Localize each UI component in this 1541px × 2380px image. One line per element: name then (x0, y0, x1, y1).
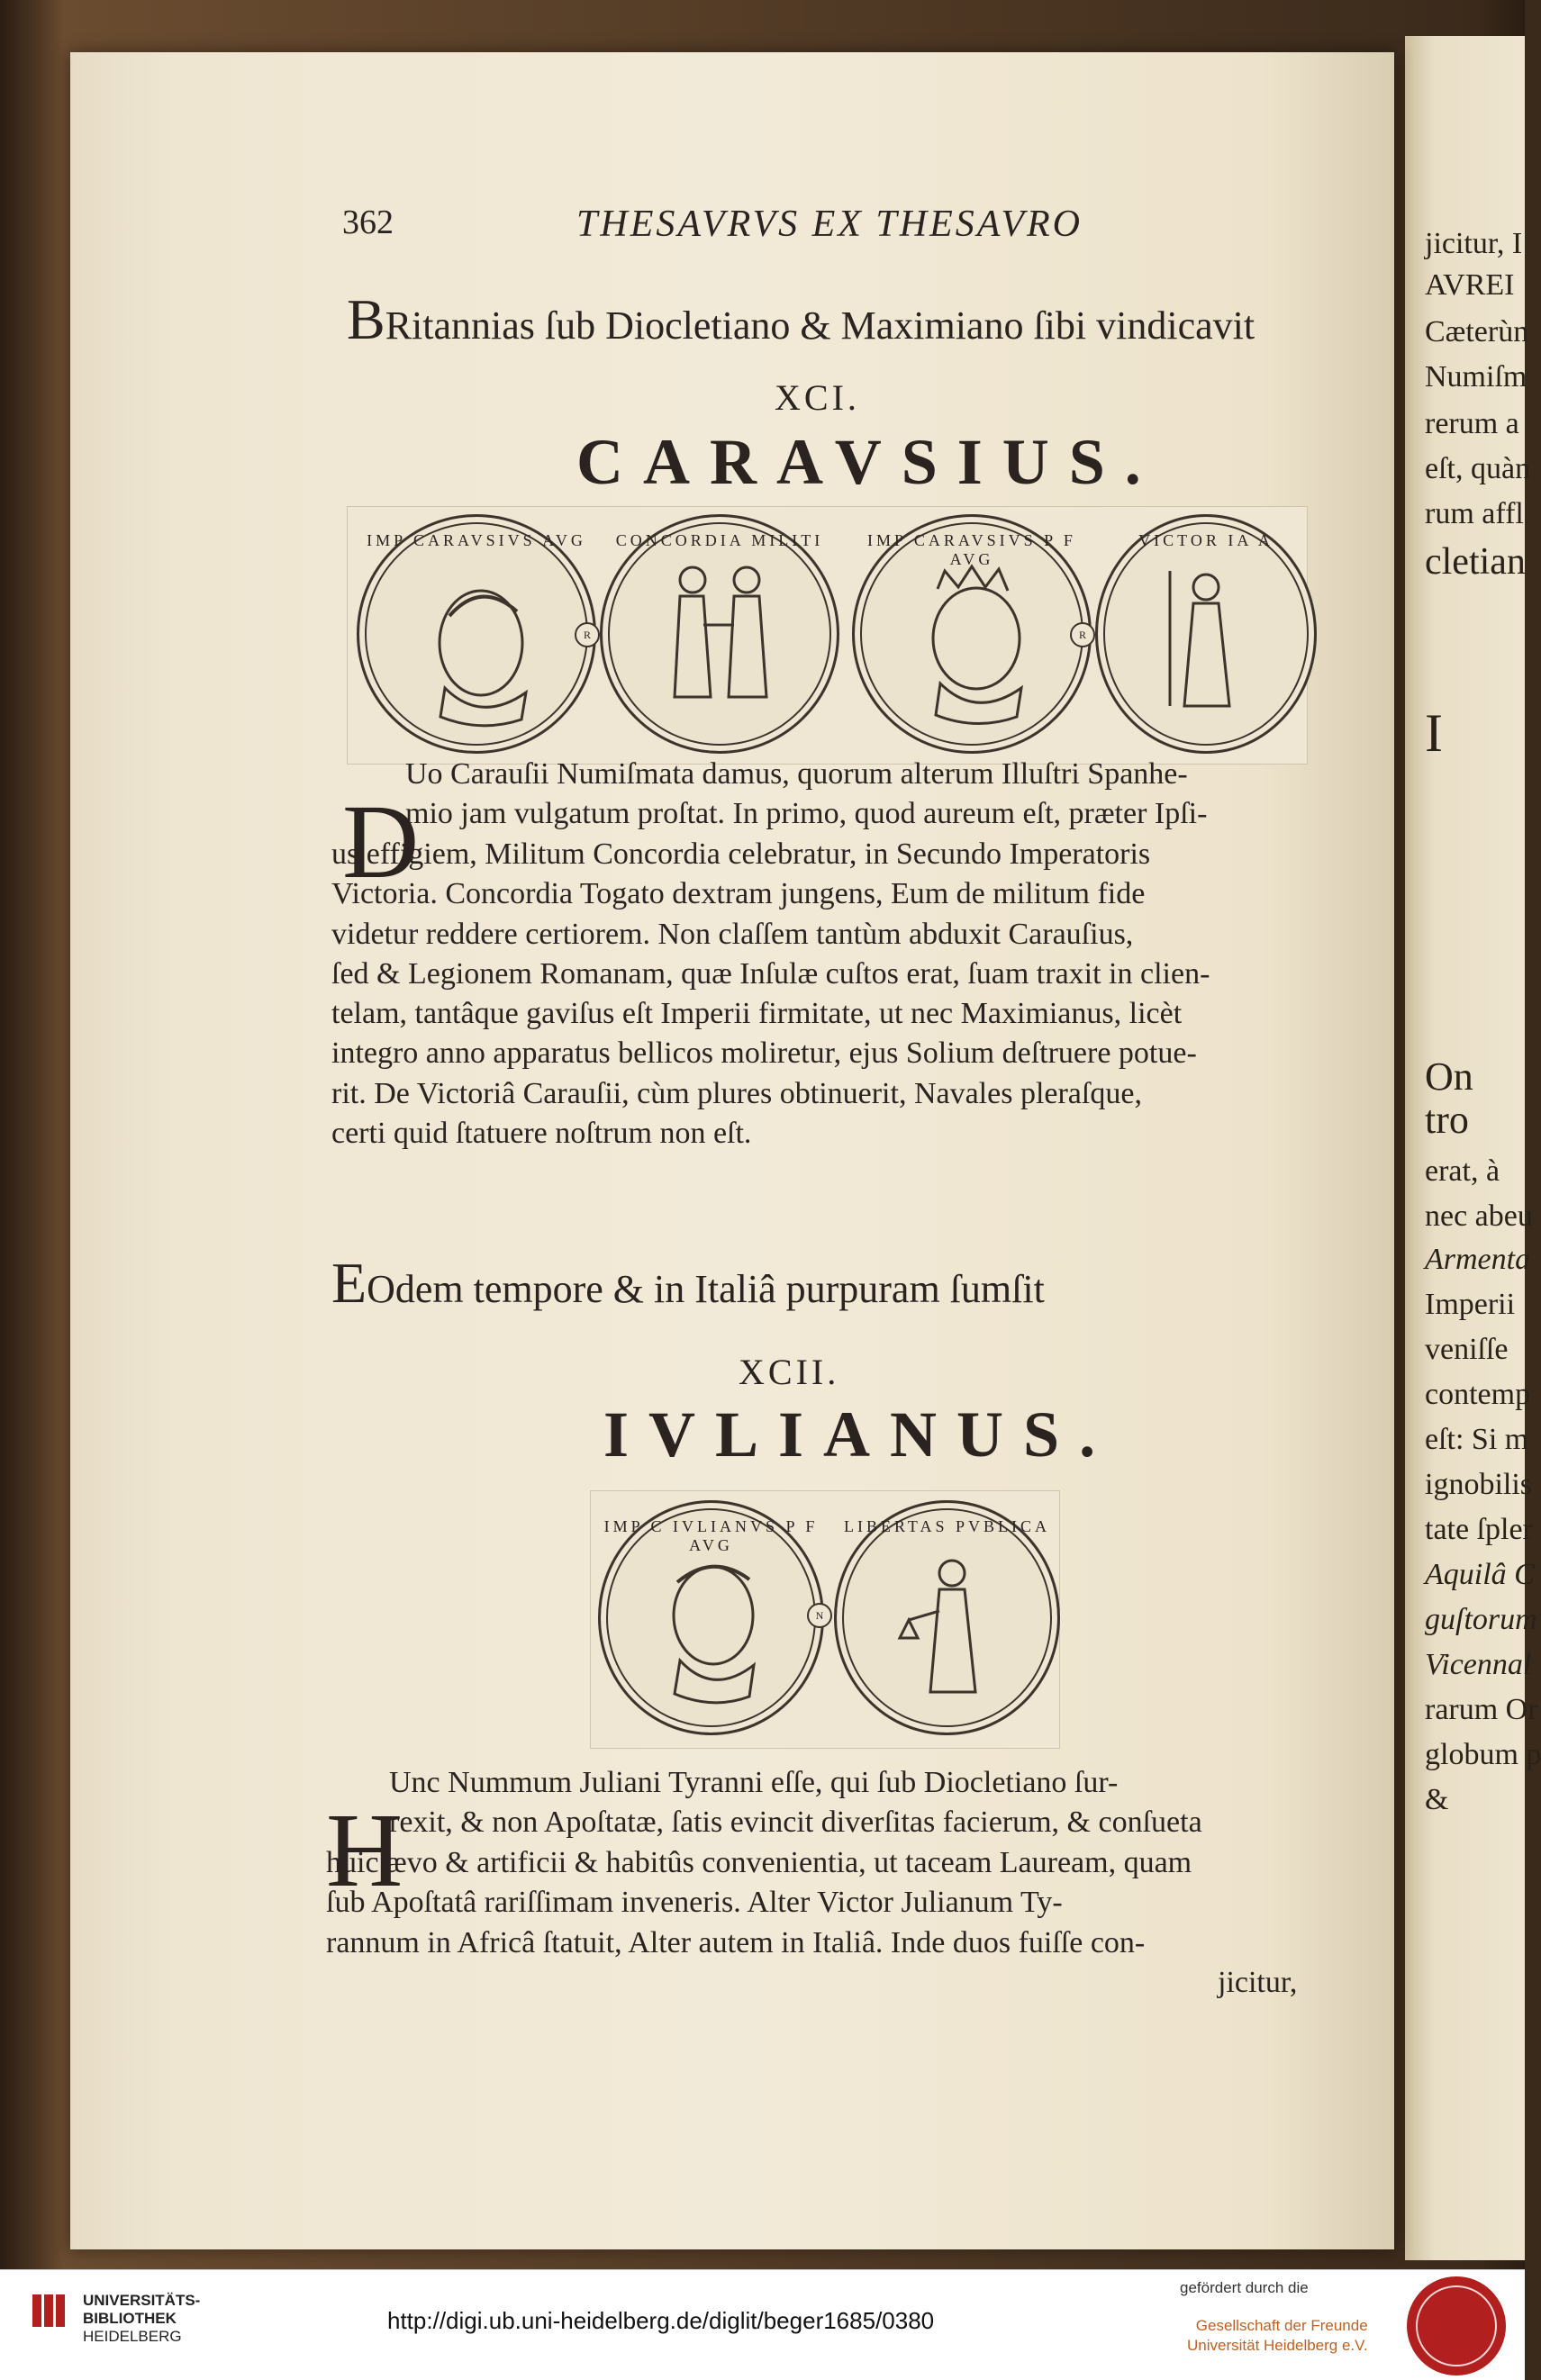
sponsor-line: Universität Heidelberg e.V. (1187, 2337, 1368, 2354)
running-title: THESAVRVS EX THESAVRO (576, 204, 1083, 245)
uni-line: UNIVERSITÄTS- (83, 2292, 201, 2309)
portrait-icon (359, 517, 594, 751)
para-line: Unc Nummum Juliani Tyranni eſſe, qui ſub Diocletiano ſur- (389, 1766, 1119, 1799)
facing-line: tate ſpler (1425, 1513, 1533, 1546)
mint-mark-icon: R (1070, 622, 1095, 647)
coin-legend: IMP C IVLIANVS P F AVG (603, 1517, 819, 1554)
para-line: rexit, & non Apoſtatæ, ſatis evincit diverſitas facierum, & conſueta (389, 1805, 1202, 1840)
facing-line: Vicennal (1425, 1648, 1532, 1681)
section1-numeral: XCI. (775, 377, 860, 418)
libertas-figure-icon (837, 1503, 1057, 1733)
facing-line: contemp (1425, 1378, 1531, 1411)
section1-para-head (405, 755, 1207, 835)
intro-initial: B (347, 287, 385, 351)
facing-line: Imperii (1425, 1288, 1516, 1321)
coin-legend: LIBERTAS PVBLICA (844, 1517, 1050, 1535)
coin-reverse-2 (1095, 514, 1317, 754)
page-number: 362 (342, 204, 394, 241)
para-line: telam, tantâque gaviſus eſt Imperii firmitate, ut nec Maximianus, licèt (331, 997, 1183, 1031)
para-line: Uo Carauſii Numiſmata damus, quorum alterum Illuſtri Spanhe- (405, 757, 1188, 791)
coin-obverse-1 (357, 514, 596, 754)
facing-line: cletian (1425, 541, 1526, 583)
coin-legend: IMP CARAVSIVS AVG (367, 531, 586, 549)
facing-line: globum p (1425, 1738, 1541, 1771)
section1-intro (347, 286, 1255, 353)
coin-reverse-1 (600, 514, 839, 754)
facing-line: Numiſm (1425, 360, 1527, 394)
facing-line: nec abeu (1425, 1199, 1533, 1233)
para-line: us effigiem, Militum Concordia celebratur, in Secundo Imperatoris (331, 837, 1151, 871)
facing-line: AVREI (1425, 268, 1515, 302)
para-line: ſed & Legionem Romanam, quæ Inſulæ cuſtos erat, ſuam traxit in clien- (331, 956, 1210, 991)
facing-line: erat, à (1425, 1154, 1500, 1188)
facing-line: rum affl (1425, 497, 1524, 530)
section2-para-body (326, 1843, 1297, 2003)
facing-line: On (1425, 1054, 1473, 1099)
section2-numeral: XCII. (739, 1352, 840, 1392)
coin-reverse-3 (834, 1500, 1060, 1735)
coin-legend: CONCORDIA MILITI (615, 531, 824, 549)
intro-initial: E (331, 1251, 367, 1315)
sponsor-name[interactable] (1187, 2316, 1368, 2356)
facing-line: veniſſe (1425, 1333, 1509, 1366)
para-line: huic ævo & artificii & habitûs convenientia, ut taceam Lauream, quam (326, 1846, 1192, 1879)
dropcap-d: D (342, 783, 420, 900)
uni-line: BIBLIOTHEK (83, 2310, 177, 2327)
facing-page (1405, 36, 1541, 2260)
university-seal-icon (1407, 2276, 1506, 2375)
facing-line: Aquilâ C (1425, 1558, 1535, 1591)
victory-figure-icon (1098, 517, 1314, 751)
para-line: Victoria. Concordia Togato dextram jungens, Eum de militum fide (331, 877, 1146, 911)
facing-line: tro (1425, 1098, 1469, 1142)
section1-name: CARAVSIUS. (576, 426, 1161, 498)
para-line: certi quid ſtatuere noſtrum non eſt. (331, 1117, 752, 1151)
catchword: jicitur, (1218, 1965, 1298, 1999)
facing-line: Armenta (1425, 1243, 1531, 1276)
university-name (83, 2292, 200, 2346)
facing-line: rerum a (1425, 407, 1519, 440)
mint-mark-icon: R (575, 622, 600, 647)
sponsor-line: Gesellschaft der Freunde (1195, 2317, 1368, 2334)
university-library-logo-icon (27, 2289, 70, 2332)
intro-text: Odem tempore & in Italiâ purpuram ſumſit (367, 1267, 1045, 1311)
mint-mark-icon: N (807, 1603, 832, 1628)
sponsor-label: gefördert durch die (1180, 2279, 1309, 2296)
facing-line: rarum Or (1425, 1693, 1538, 1726)
facing-line: guſtorum (1425, 1603, 1537, 1636)
coin-obverse-3 (598, 1500, 824, 1735)
coin-plate-caravsius (347, 506, 1308, 765)
facing-line: eſt: Si m (1425, 1423, 1529, 1456)
facing-line: jicitur, I (1425, 227, 1523, 260)
para-line: ſub Apoſtatâ rariſſimam inveneris. Alter Victor Julianum Ty- (326, 1886, 1063, 1920)
para-line: mio jam vulgatum proſtat. In primo, quod aureum eſt, præter Ipſi- (405, 797, 1208, 831)
para-line: videtur reddere certiorem. Non claſſem tantùm abduxit Carauſius, (331, 917, 1134, 951)
coin-obverse-2 (852, 514, 1092, 754)
para-line: rannum in Africâ ſtatuit, Alter autem in Italiâ. Inde duos fuiſſe con- (326, 1925, 1146, 1959)
coin-legend: IMP CARAVSIVS P F AVG (867, 531, 1076, 568)
facing-line: ignobilis (1425, 1468, 1533, 1501)
two-figures-icon (603, 517, 837, 751)
dropcap-h: H (326, 1791, 403, 1909)
laureate-portrait-icon (601, 1503, 821, 1733)
facing-line: eſt, quàn (1425, 452, 1531, 485)
para-line: integro anno apparatus bellicos moliretur, ejus Solium deſtruere potue- (331, 1036, 1197, 1071)
coin-plate-iulianus (590, 1490, 1060, 1749)
facing-line: Cæterùn (1425, 315, 1529, 348)
section1-para-body (331, 835, 1210, 1154)
facing-line: I (1425, 703, 1443, 763)
coin-legend: VICTOR IA A (1138, 531, 1274, 549)
intro-text: Ritannias ſub Diocletiano & Maximiano ſibi vindicavit (385, 303, 1255, 348)
section2-para-head (389, 1763, 1202, 1843)
facing-line: & (1425, 1783, 1449, 1816)
para-line: rit. De Victoriâ Carauſii, cùm plures obtinuerit, Navales pleraſque, (331, 1076, 1142, 1110)
portrait-icon (855, 517, 1089, 751)
section2-intro (331, 1250, 1045, 1317)
section2-name: IVLIANUS. (603, 1398, 1116, 1471)
uni-line: HEIDELBERG (83, 2328, 182, 2345)
permalink-url[interactable]: http://digi.ub.uni-heidelberg.de/diglit/beger1685/0380 (387, 2307, 935, 2334)
